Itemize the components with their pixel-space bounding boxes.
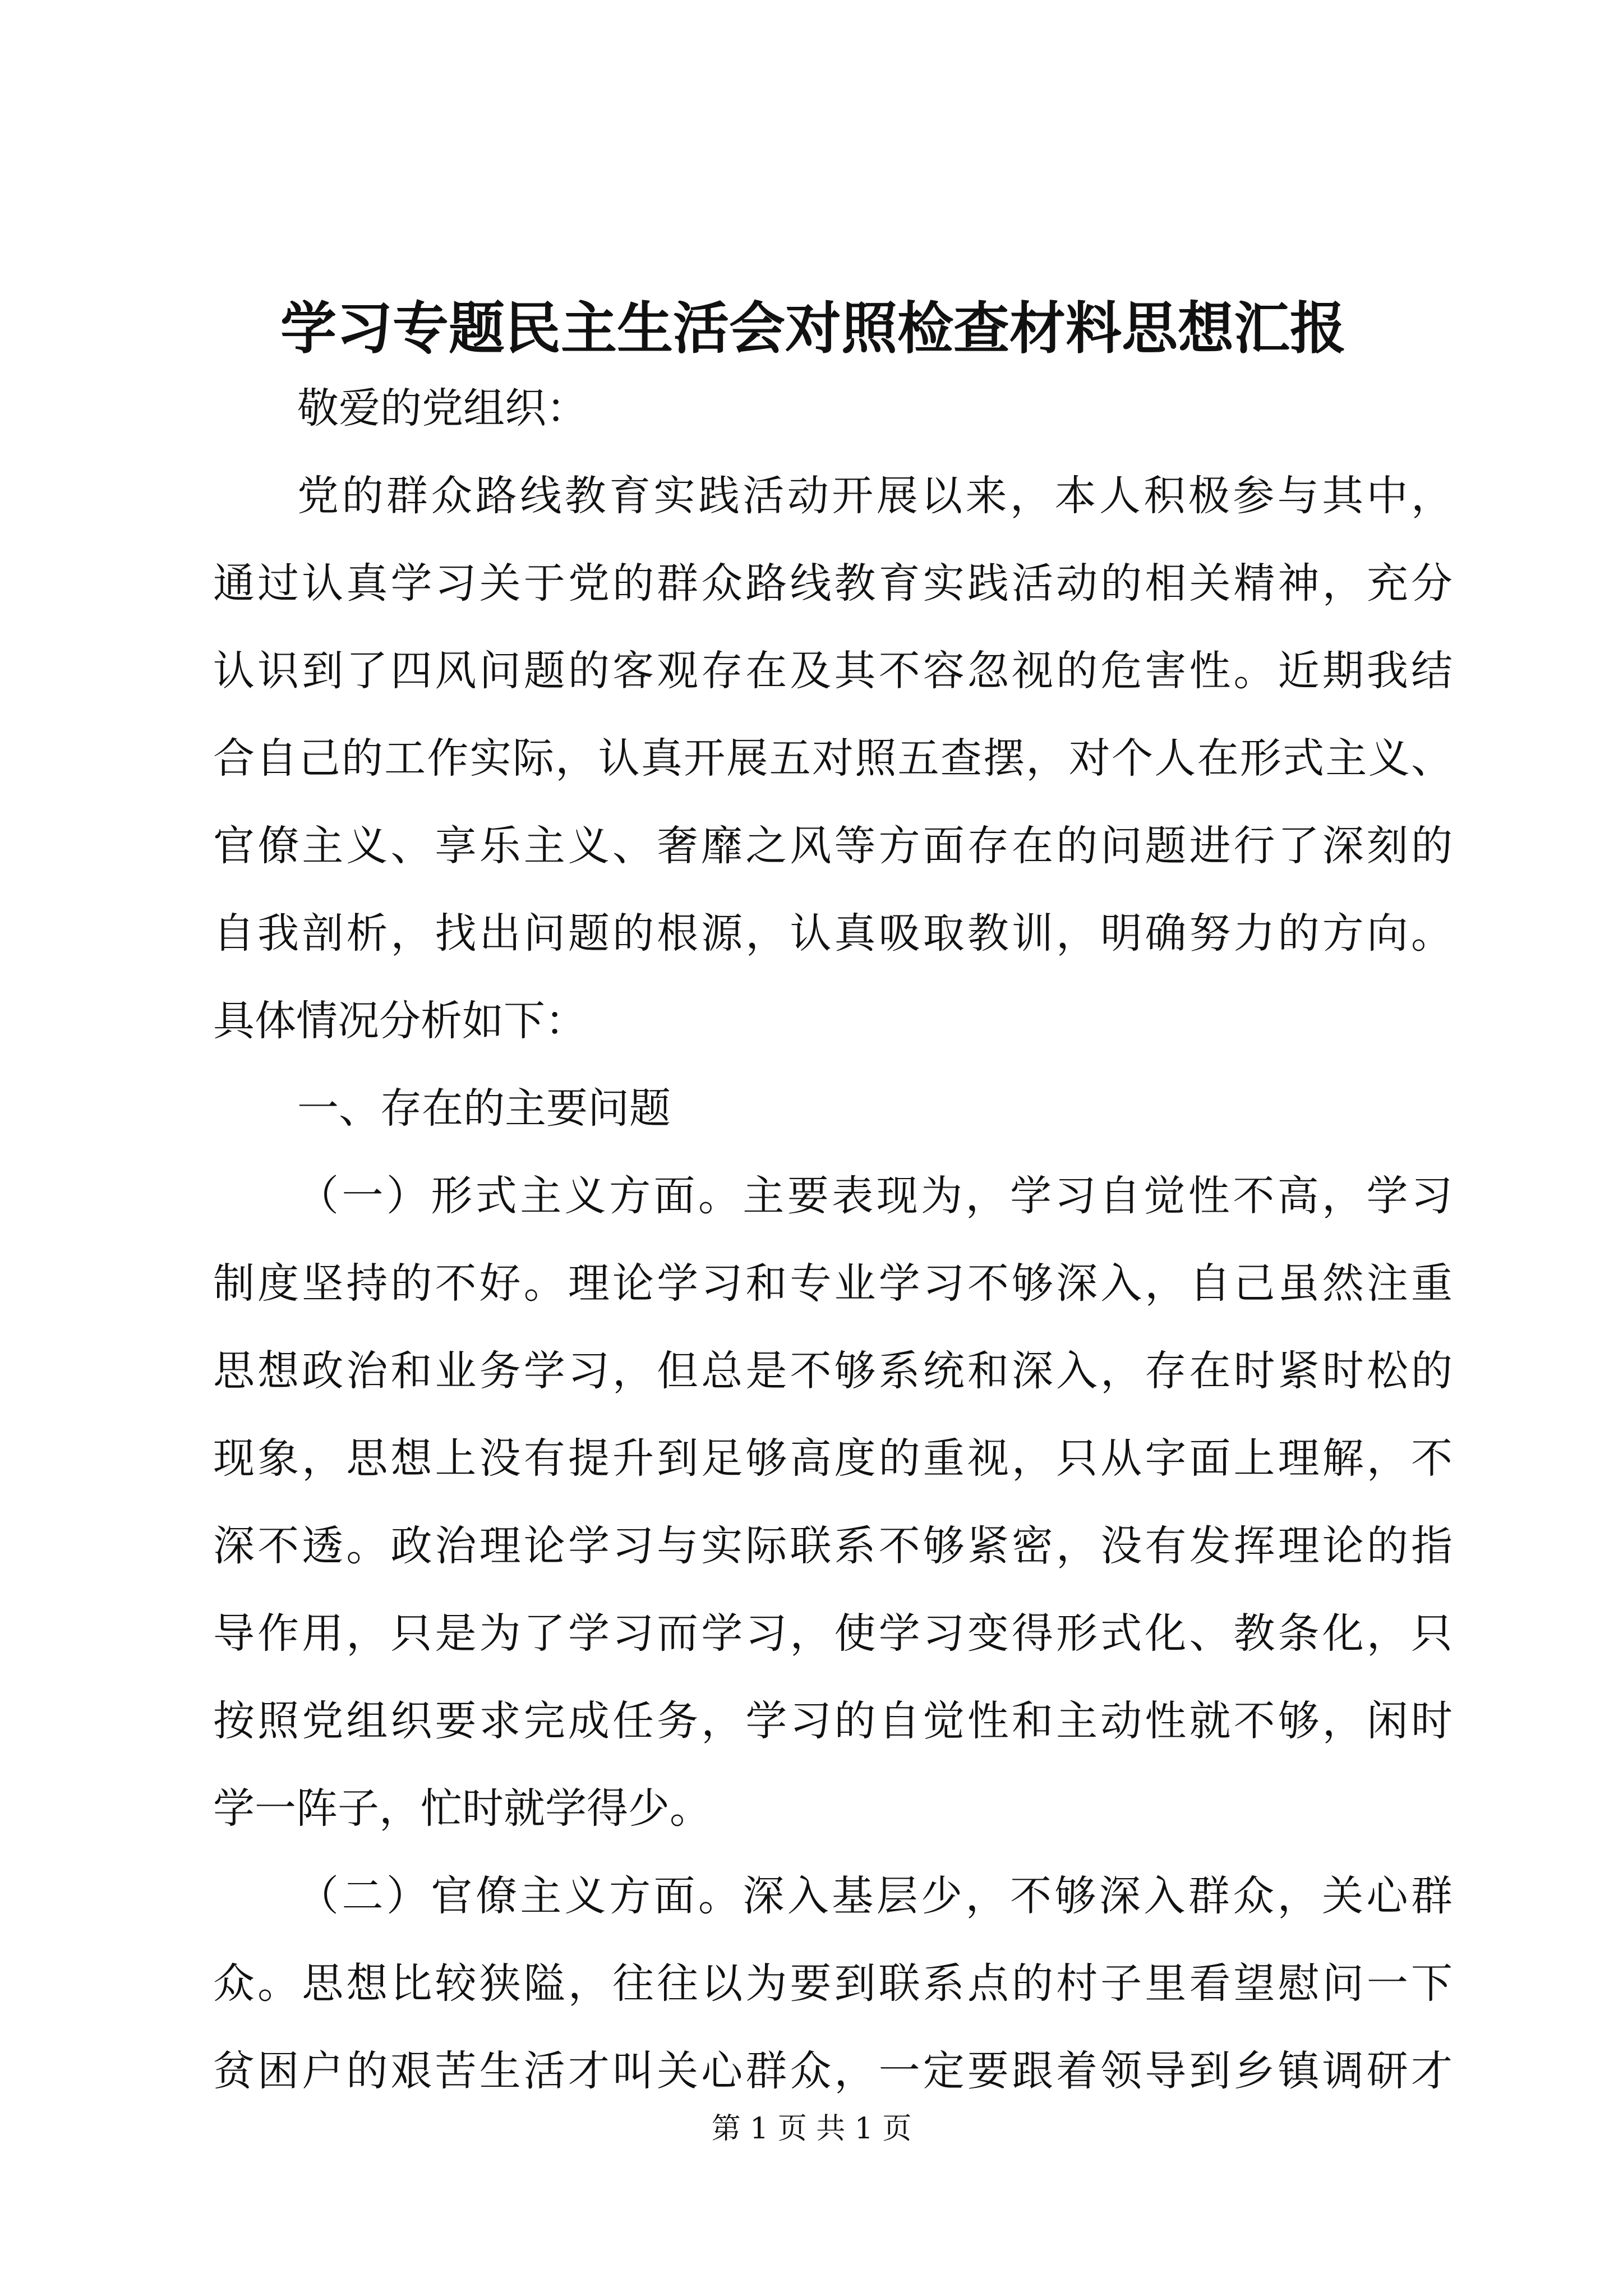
paragraph-line: 学一阵子，忙时就学得少。: [213, 1784, 711, 1833]
paragraph-line: 按照党组织要求完成任务，学习的自觉性和主动性就不够，闲时: [213, 1697, 1453, 1745]
paragraph-line: 自我剖析，找出问题的根源，认真吸取教训，明确努力的方向。: [213, 909, 1453, 958]
paragraph-line: 现象，思想上没有提升到足够高度的重视，只从字面上理解，不: [213, 1434, 1453, 1483]
document-title: 学习专题民主生活会对照检查材料思想汇报: [280, 295, 1346, 361]
document-body: [213, 365, 1453, 2115]
paragraph-line: 认识到了四风问题的客观存在及其不容忽视的危害性。近期我结: [213, 647, 1453, 695]
paragraph-line: 贫困户的艰苦生活才叫关心群众，一定要跟着领导到乡镇调研才: [213, 2047, 1453, 2095]
paragraph-line: 官僚主义、享乐主义、奢靡之风等方面存在的问题进行了深刻的: [213, 822, 1453, 870]
section-heading: 一、存在的主要问题: [297, 1084, 671, 1133]
paragraph-line: 合自己的工作实际，认真开展五对照五查摆，对个人在形式主义、: [213, 734, 1453, 783]
paragraph-line: （一）形式主义方面。主要表现为，学习自觉性不高，学习: [297, 1172, 1453, 1220]
paragraph-line: 深不透。政治理论学习与实际联系不够紧密，没有发挥理论的指: [213, 1522, 1453, 1570]
paragraph-line: 通过认真学习关于党的群众路线教育实践活动的相关精神，充分: [213, 559, 1453, 608]
paragraph-line: 众。思想比较狭隘，往往以为要到联系点的村子里看望慰问一下: [213, 1959, 1453, 2008]
paragraph-line: 具体情况分析如下：: [213, 997, 587, 1045]
paragraph-line: 思想政治和业务学习，但总是不够系统和深入，存在时紧时松的: [213, 1347, 1453, 1395]
paragraph-line: （二）官僚主义方面。深入基层少，不够深入群众，关心群: [297, 1872, 1453, 1920]
paragraph-line: 导作用，只是为了学习而学习，使学习变得形式化、教条化，只: [213, 1609, 1453, 1658]
page-footer: 第 1 页 共 1 页: [711, 2112, 912, 2146]
paragraph-line: 制度坚持的不好。理论学习和专业学习不够深入，自己虽然注重: [213, 1259, 1453, 1308]
paragraph-line: 党的群众路线教育实践活动开展以来，本人积极参与其中，: [297, 472, 1453, 520]
salutation-line: 敬爱的党组织：: [297, 384, 588, 432]
